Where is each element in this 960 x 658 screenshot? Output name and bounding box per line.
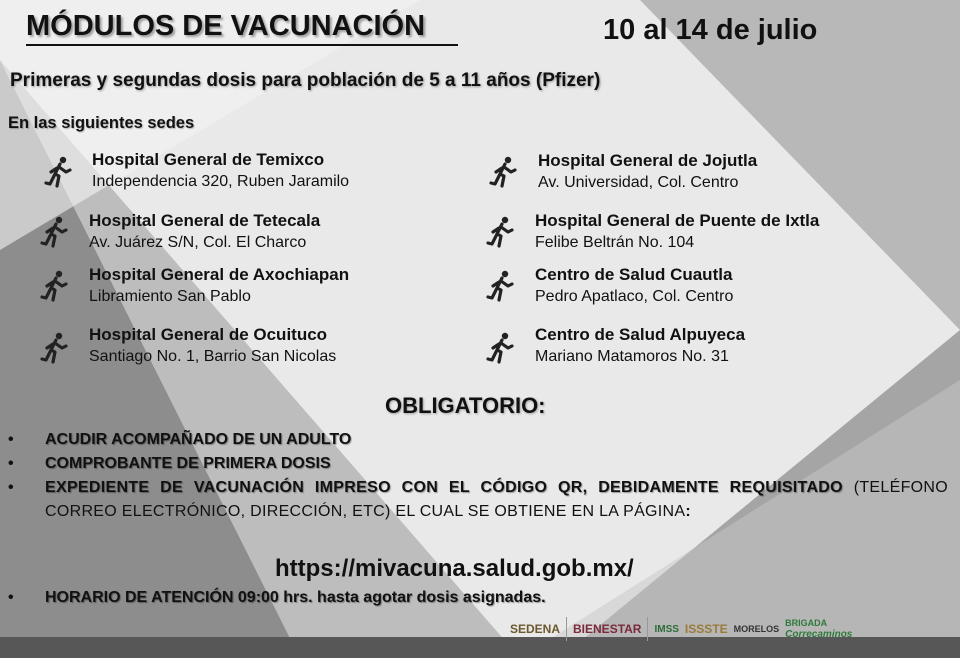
title-underline	[26, 44, 458, 46]
sedes-label: En las siguientes sedes	[8, 114, 195, 132]
running-person-icon	[489, 156, 519, 190]
site-name: Hospital General de Tetecala	[89, 211, 321, 230]
bullet-dot: •	[8, 455, 14, 472]
date-range: 10 al 14 de julio	[603, 14, 818, 46]
requirement-text: ACUDIR ACOMPAÑADO DE UN ADULTO	[45, 431, 352, 448]
subtitle: Primeras y segundas dosis para población de 5 a 11 años (Pfizer)	[10, 70, 601, 91]
running-person-icon	[40, 332, 70, 366]
site-axochiapan	[89, 265, 349, 306]
logo-divider	[566, 617, 567, 641]
running-person-icon	[40, 216, 70, 250]
site-address: Av. Juárez S/N, Col. El Charco	[89, 234, 307, 251]
site-ocuituco	[89, 325, 336, 366]
running-person-icon	[40, 270, 70, 304]
list-item	[8, 476, 948, 524]
site-name: Hospital General de Ocuituco	[89, 325, 328, 344]
bullet-dot: •	[8, 589, 14, 606]
site-address: Mariano Matamoros No. 31	[535, 348, 729, 365]
bullet-dot: •	[8, 479, 14, 496]
requirement-colon: :	[685, 503, 692, 520]
site-cuautla	[535, 265, 733, 306]
site-name: Hospital General de Axochiapan	[89, 265, 350, 284]
correcaminos-text: Correcaminos	[785, 629, 853, 640]
brigada-text: BRIGADA	[785, 618, 828, 628]
site-address: Independencia 320, Ruben Jaramilo	[92, 173, 350, 190]
list-item	[8, 428, 948, 452]
morelos-logo: MORELOS	[733, 624, 780, 634]
bienestar-logo: BIENESTAR	[573, 622, 642, 636]
list-item	[8, 586, 948, 610]
requirements-heading: OBLIGATORIO:	[385, 393, 546, 418]
requirement-text: HORARIO DE ATENCIÓN 09:00 hrs. hasta agotar dosis asignadas.	[45, 589, 546, 606]
site-temixco	[92, 150, 349, 191]
sedena-logo: SEDENA	[510, 622, 561, 636]
running-person-icon	[486, 270, 516, 304]
site-name: Hospital General de Temixco	[92, 150, 325, 169]
running-person-icon	[486, 216, 516, 250]
site-alpuyeca	[535, 325, 745, 366]
requirements-list	[8, 428, 948, 524]
site-puente-de-ixtla	[535, 211, 819, 252]
requirement-text-bold: EXPEDIENTE DE VACUNACIÓN IMPRESO CON EL CÓDIGO QR, DEBIDAMENTE REQUISITADO	[45, 479, 843, 496]
footer-logos	[510, 612, 852, 646]
site-name: Hospital General de Jojutla	[538, 151, 758, 170]
site-name: Centro de Salud Alpuyeca	[535, 325, 746, 344]
site-name: Centro de Salud Cuautla	[535, 265, 733, 284]
page-title: MÓDULOS DE VACUNACIÓN	[26, 10, 426, 42]
requirements-list-hours	[8, 586, 948, 610]
list-item	[8, 452, 948, 476]
site-address: Felibe Beltrán No. 104	[535, 234, 695, 251]
site-name: Hospital General de Puente de Ixtla	[535, 211, 820, 230]
vaccine-url-link[interactable]: https://mivacuna.salud.gob.mx/	[275, 555, 634, 582]
issste-logo: ISSSTE	[684, 622, 728, 636]
running-person-icon	[486, 332, 516, 366]
site-address: Pedro Apatlaco, Col. Centro	[535, 288, 734, 305]
site-jojutla	[538, 151, 757, 192]
site-tetecala	[89, 211, 320, 252]
imss-logo: IMSS	[654, 623, 679, 635]
brigada-correcaminos-logo	[785, 618, 852, 640]
site-address: Santiago No. 1, Barrio San Nicolas	[89, 348, 337, 365]
logo-divider	[647, 617, 648, 641]
site-address: Libramiento San Pablo	[89, 288, 251, 305]
requirement-text: COMPROBANTE DE PRIMERA DOSIS	[45, 455, 331, 472]
site-address: Av. Universidad, Col. Centro	[538, 174, 739, 191]
running-person-icon	[44, 156, 74, 190]
requirement-text: (TELÉFONO CORREO ELECTRÓNICO, DIRECCIÓN, ETC) EL CUAL SE OBTIENE EN LA PÁGINA	[45, 479, 948, 520]
bullet-dot: •	[8, 431, 14, 448]
